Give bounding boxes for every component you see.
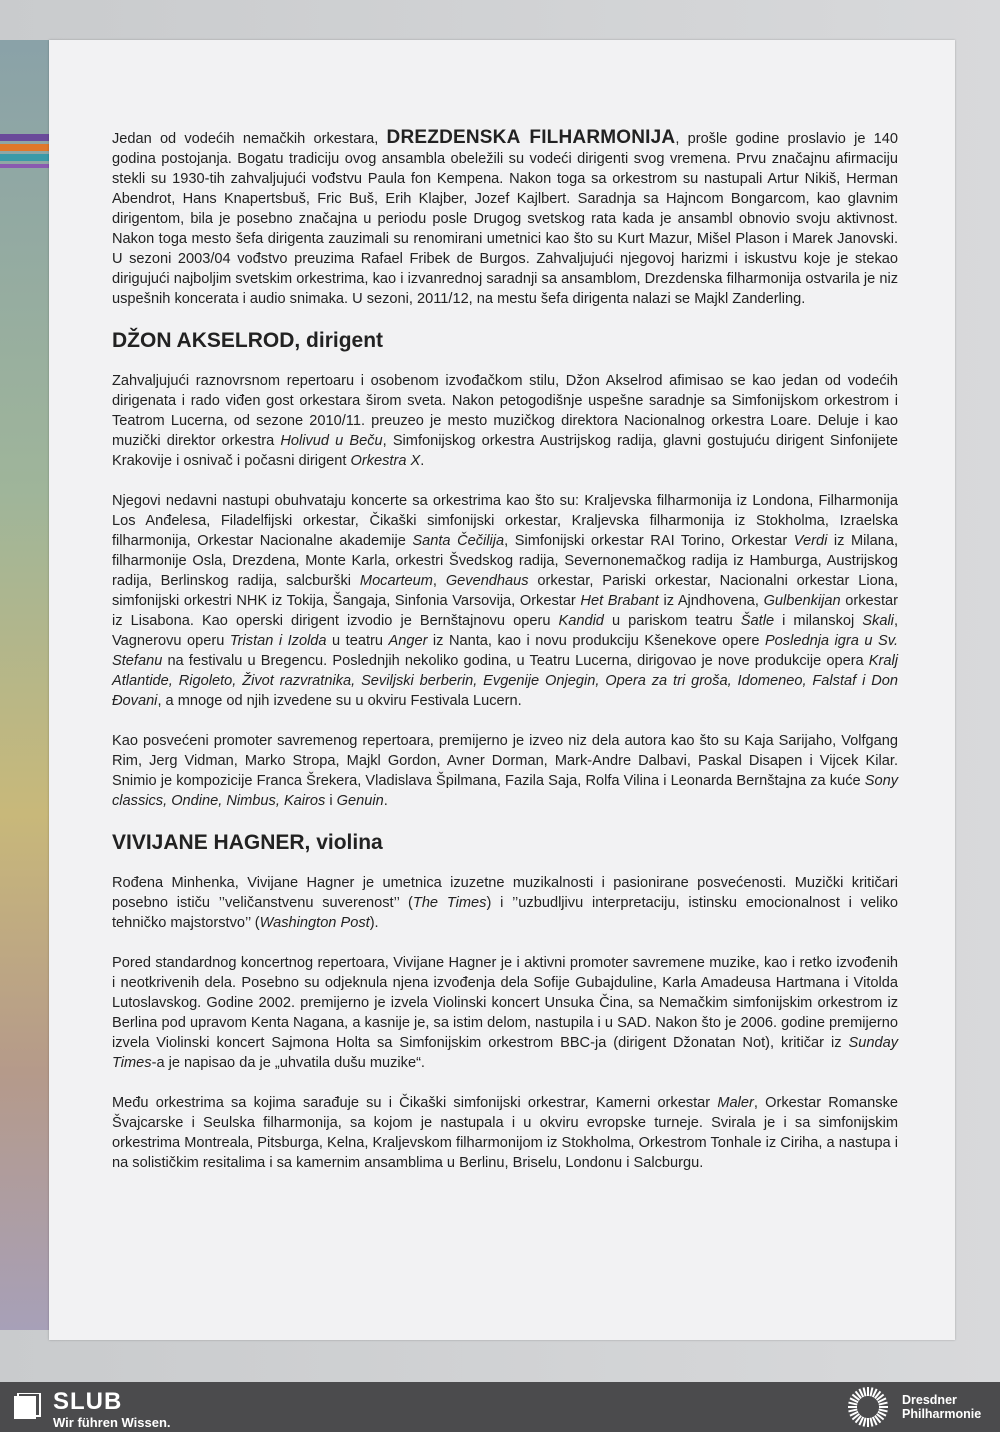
conductor-paragraph-1: Zahvaljujući raznovrsnom repertoaru i osobenom izvođačkom stilu, Džon Akselrod afimisao se kao jedan od vodećih dirigenata i rado viđen gost orkestara širom sveta. Nakon petogodišnje uspešne saradnje sa Simfonijskom orkestrom i Teatrom Lucerna, od sezone 2010/11. preuzeo je mesto muzičkog direktora Nacionalnog orkestra Loare. Deluje i kao muzički direktor orkestra Holivud u Beču, Simfonijskog orkestra Austrijskog radija, glavni gostujuću dirigent Sinfonijete Krakovije i osnivač i počasni dirigent Orkestra X. <box>112 373 898 469</box>
logo-ray <box>864 1388 866 1397</box>
orchestra-logo-text[interactable]: Dresdner Philharmonie <box>902 1393 982 1421</box>
book-icon <box>12 1393 42 1421</box>
logo-ray <box>879 1403 888 1405</box>
teal-stripe <box>0 154 52 161</box>
library-tagline: Wir führen Wissen. <box>53 1415 171 1430</box>
cover-edge-strip <box>0 40 52 1330</box>
conductor-paragraph-2: Njegovi nedavni nastupi obuhvataju koncerte sa orkestrima kao što su: Kraljevska filharmonija iz Londona, Filharmonija Los Anđelesa, Filadelfijski orkestar, Čikaški simfonijski orkestar, Kraljevska filharmonija iz Stokholma, Izraelska filharmonija, Orkestar Nacionalne akademije Santa Čečilija, Simfonijski orkestar RAI Torino, Orkestar Verdi iz Milana, filharmonije Osla, Drezdena, Monte Karla, orkestri Švedskog radija, Severnonemačkog radija iz Hamburga, Austrijskog radija, Berlinskog radija, salcburški Mocarteum, Gevendhaus orkestar, Pariski orkestar, Nacionalni orkestar Liona, simfonijski orkestri NHK iz Tokija, Šangaja, Sinfonia Varsovija, Orkestar Het Brabant iz Ajndhovena, Gulbenkijan orkestar iz Lisabona. Kao operski dirigent izvodio je Bernštajnovu operu Kandid u pariskom teatru Šatle i milanskoj Skali, Vagnerovu operu Tristan i Izolda u teatru Anger iz Nanta, kao i novu produkciju Kšenekove opere Poslednja igra u Sv. Stefanu na festivalu u Bregencu. Poslednjih nekoliko godina, u Teatru Lucerna, dirigovao je nove produkcije opera Kralj Atlantide, Rigoleto, Život razvratnika, Seviljski berberin, Evgenije Onjegin, Opera za tri groša, Idomeneo, Falstaf i Don Đovani, a mnoge od njih izvedene su u okviru Festivala Lucern. <box>112 493 899 709</box>
intro-paragraph: Jedan od vodećih nemačkih orkestara, DREZDENSKA FILHARMONIJA, prošle godine proslavio je 140 godina postojanja. Bogatu tradiciju ovog ansambla obeležili su vodeći dirigenti svog vremena. Prvu značajnu afirmaciju stekli su 1930-tih zahvaljujući vođstvu Paula fon Kempena. Nakon toga sa orkestrom su nastupali Artur Nikiš, Herman Abendrot, Hans Knapertsbuš, Fric Buš, Erih Klajber, Jozef Kajlbert. Saradnja sa Hajncom Bongarcom, kao glavnim dirigentom, bila je posebno značajna u periodu posle Drugog svetskog rata kada je ansambl obnovio svoju aktivnost. Nakon toga mesto šefa dirigenta zauzimali su renomirani umetnici kao što su Kurt Mazur, Mišel Plason i Marek Janovski. U sezoni 2003/04 vođstvo preuzima Rafael Fribek de Burgos. Zahvaljujući njegovoj harizmi i iskustvu koje je stekao dirigujući najboljim svetskim orkestrima, kao i izvanrednoj saradnji sa ansamblom, Drezdenska filharmonija ostvarila je niz uspešnih koncerata i audio snimaka. U sezoni, 2011/12, na mestu šefa dirigenta nalazi se Majkl Zanderling. <box>112 127 898 307</box>
document-text <box>112 128 898 1173</box>
orange-stripe <box>0 144 52 151</box>
purple-stripe <box>0 134 52 141</box>
logo-ray <box>879 1409 888 1411</box>
violinist-paragraph-2: Pored standardnog koncertnog repertoara, Vivijane Hagner je i aktivni promoter savremene muzike, kao i retko izvođenih i neotkrivenih dela. Posebno su odjeknula njena izvođenja dela Sofije Gubajduline, Karla Amadeusa Hartmana i Vitolda Lutoslavskog. Godine 2002. premijerno je izvela Violinski koncert Unsuka Čina, sa Nemačkim simfonijskim orkestrom iz Berlina pod upravom Kenta Nagana, a kasnije je, sa istim delom, nastupila i u SAD. Nakon što je 2006. godine premijerno izvela Violinski koncert Sajmona Holta sa Simfonijskim orkestrom BBC-ja (dirigent Džonatan Not), kritičar iz Sunday Times-a je napisao da je „uhvatila dušu muzike“. <box>112 955 898 1071</box>
violinist-paragraph-1: Rođena Minhenka, Vivijane Hagner je umetnica izuzetne muzikalnosti i pasionirane posvećenosti. Muzički kritičari posebno ističu ’’veličanstvenu suverenost’’ (The Times) i ’’uzbudljivu interpretaciju, istinsku emocionalnost i veliko tehničko majstorstvo’’ (Washington Post). <box>112 875 898 931</box>
logo-ray <box>870 1388 872 1397</box>
conductor-paragraph-3: Kao posvećeni promoter savremenog repertoara, premijerno je izveo niz dela autora kao što su Kaja Sarijaho, Volfgang Rim, Jerg Vidman, Marko Stropa, Majkl Gordon, Avner Dorman, Mark-Andre Dalbavi, Paskal Disapen i Vijcek Kilar. Snimio je kompozicije Franca Šrekera, Vladislava Špilmana, Fazila Saja, Rolfa Vilina i Leonarda Bernštajna za kuće Sony classics, Ondine, Nimbus, Kairos i Genuin. <box>112 733 898 809</box>
logo-ray <box>849 1403 858 1405</box>
violinist-heading: VIVIJANE HAGNER, violina <box>112 831 383 854</box>
logo-ray <box>849 1409 858 1411</box>
orchestra-name: DREZDENSKA FILHARMONIJA <box>386 127 676 148</box>
logo-ray <box>870 1418 872 1427</box>
logo-ray <box>864 1418 866 1427</box>
sunburst-logo-icon <box>842 1386 894 1428</box>
violet-stripe <box>0 164 52 168</box>
library-name[interactable]: SLUB <box>53 1388 123 1415</box>
footer-bar <box>0 1382 1000 1432</box>
conductor-heading: DŽON AKSELROD, dirigent <box>112 329 384 352</box>
violinist-paragraph-3: Među orkestrima sa kojima sarađuje su i Čikaški simfonijski orkestrar, Kamerni orkestar Maler, Orkestar Romanske Švajcarske i Seulska filharmonija, sa kojom je nastupala i u okviru evropske turneje. Svirala je i sa simfonijskim orkestrima Montreala, Pitsburga, Kelna, Kraljevskom filharmonijom iz Stokholma, Orkestrom Tonhale iz Ciriha, a nastupa i na solističkim resitalima i sa kamernim ansamblima u Berlinu, Briselu, Londonu i Salcburgu. <box>112 1095 899 1171</box>
